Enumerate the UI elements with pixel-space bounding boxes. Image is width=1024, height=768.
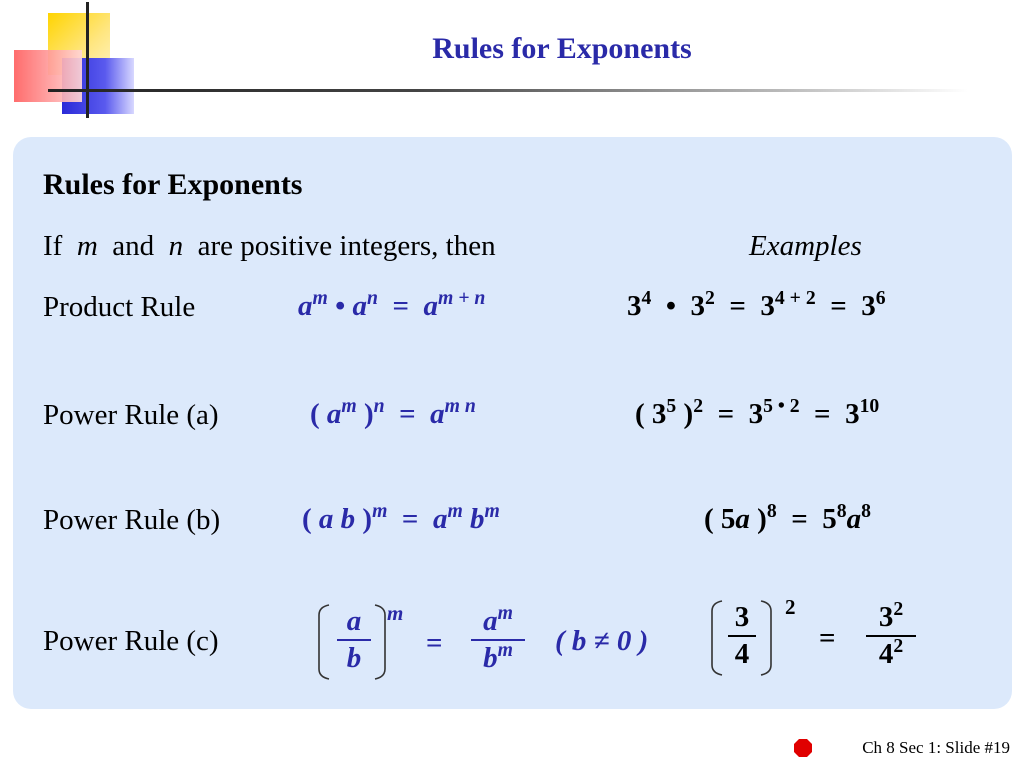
rule-name-product: Product Rule [43,291,196,323]
fraction-bar [866,635,916,637]
example-exp: 8 [766,500,777,523]
example-base: 3 [861,290,876,322]
denominator-exp: m [497,639,513,662]
example-equals: = [830,290,847,322]
intro-var-n: n [168,230,184,262]
example-base: 3 [627,290,642,322]
formula-base: a [326,398,342,430]
fraction-denominator: 4 [734,638,750,670]
fraction-bar [337,639,371,641]
intro-rest: are positive integers, then [197,230,496,262]
example-base: 5 [822,503,837,535]
example-equals: = [729,290,746,322]
denominator-base: b [483,642,498,674]
example-paren: ( [635,398,645,430]
power-c-result-fraction [471,602,525,674]
examples-label: Examples [749,230,862,262]
right-paren-icon [757,599,775,677]
intro-if: If [43,230,63,262]
example-exp: 2 [693,395,704,418]
example-coef: 5 [720,503,736,535]
example-equals: = [717,398,735,430]
title-divider [48,89,968,92]
example-base: 3 [690,290,706,322]
formula-base: a [352,290,367,322]
formula-exp: m [341,395,357,418]
power-rule-a-example [635,395,880,430]
fraction-numerator [471,602,525,637]
rule-name-power-a: Power Rule (a) [43,399,219,431]
numerator-base: 3 [878,601,894,633]
stop-octagon-icon[interactable] [793,738,813,758]
example-paren: ) [757,503,767,535]
formula-base: b [470,503,485,535]
formula-paren: ) [362,503,373,535]
numerator-base: a [483,605,498,637]
example-exp: 4 [641,287,652,310]
formula-equals: = [392,290,409,322]
fraction-denominator [866,635,916,670]
formula-base: a [298,290,313,322]
power-rule-b-formula [302,500,500,535]
example-exp: 8 [836,500,847,523]
formula-equals: = [401,503,419,535]
slide-footer: Ch 8 Sec 1: Slide #19 [862,738,1010,757]
power-c-example-equals: = [819,622,836,654]
formula-equals: = [399,398,416,430]
example-exp: 4 + 2 [774,287,816,310]
formula-base: a [423,290,438,322]
power-rule-b-example [704,500,871,535]
example-base: 3 [651,398,667,430]
formula-paren: ( [302,503,312,535]
fraction-denominator: b [346,642,362,674]
formula-exp: m [484,500,500,523]
formula-exp: m [447,500,463,523]
left-paren-icon [708,599,726,677]
example-exp: 5 [666,395,677,418]
formula-exp: m + n [437,287,486,310]
power-c-example-fraction [728,603,756,669]
example-var: a [735,503,750,535]
formula-paren: ) [364,398,374,430]
example-exp: 2 [705,287,715,310]
formula-base: a b [318,503,356,535]
example-dot: • [665,290,677,322]
rule-name-power-b: Power Rule (b) [43,504,221,536]
formula-base: a [430,398,445,430]
intro-line [43,232,496,261]
formula-exp: m [312,287,328,310]
product-rule-example [627,287,886,322]
fraction-numerator: 3 [734,601,750,633]
power-c-example-outer-exp: 2 [785,595,796,619]
fraction-bar [728,635,756,637]
slide-title: Rules for Exponents [432,32,692,65]
formula-paren: ( [310,398,320,430]
denominator-base: 4 [878,638,894,670]
example-exp: 8 [861,500,871,523]
example-exp: 5 • 2 [763,395,800,418]
formula-exp: m n [444,395,476,418]
power-c-condition: ( b ≠ 0 ) [555,625,649,657]
example-base: 3 [748,398,764,430]
fraction-denominator [471,639,525,674]
example-exp: 6 [875,287,886,310]
example-equals: = [791,503,808,535]
intro-var-m: m [76,230,98,262]
panel-heading: Rules for Exponents [43,168,303,201]
example-base: 3 [845,398,860,430]
example-exp: 10 [859,395,880,418]
formula-exp: m [372,500,388,523]
power-c-example-result [866,598,916,670]
rule-name-power-c: Power Rule (c) [43,625,219,657]
left-paren-icon [315,603,333,681]
example-paren: ( [704,503,714,535]
example-paren: ) [683,398,694,430]
power-c-outer-exp: m [387,601,404,625]
example-equals: = [814,398,831,430]
power-rule-a-formula [310,395,476,430]
fraction-numerator: a [346,605,362,637]
power-c-equals: = [426,627,443,659]
content-panel [13,137,1012,709]
formula-exp: n [373,395,385,418]
formula-base: a [432,503,448,535]
product-rule-formula [298,287,486,322]
power-c-fraction [337,607,371,673]
numerator-exp: m [497,602,513,625]
example-var: a [846,503,862,535]
numerator-exp: 2 [893,598,904,621]
fraction-numerator [866,598,916,633]
formula-dot: • [335,290,346,322]
formula-exp: n [366,287,378,310]
denominator-exp: 2 [893,635,904,658]
intro-and: and [112,230,155,262]
example-base: 3 [760,290,775,322]
